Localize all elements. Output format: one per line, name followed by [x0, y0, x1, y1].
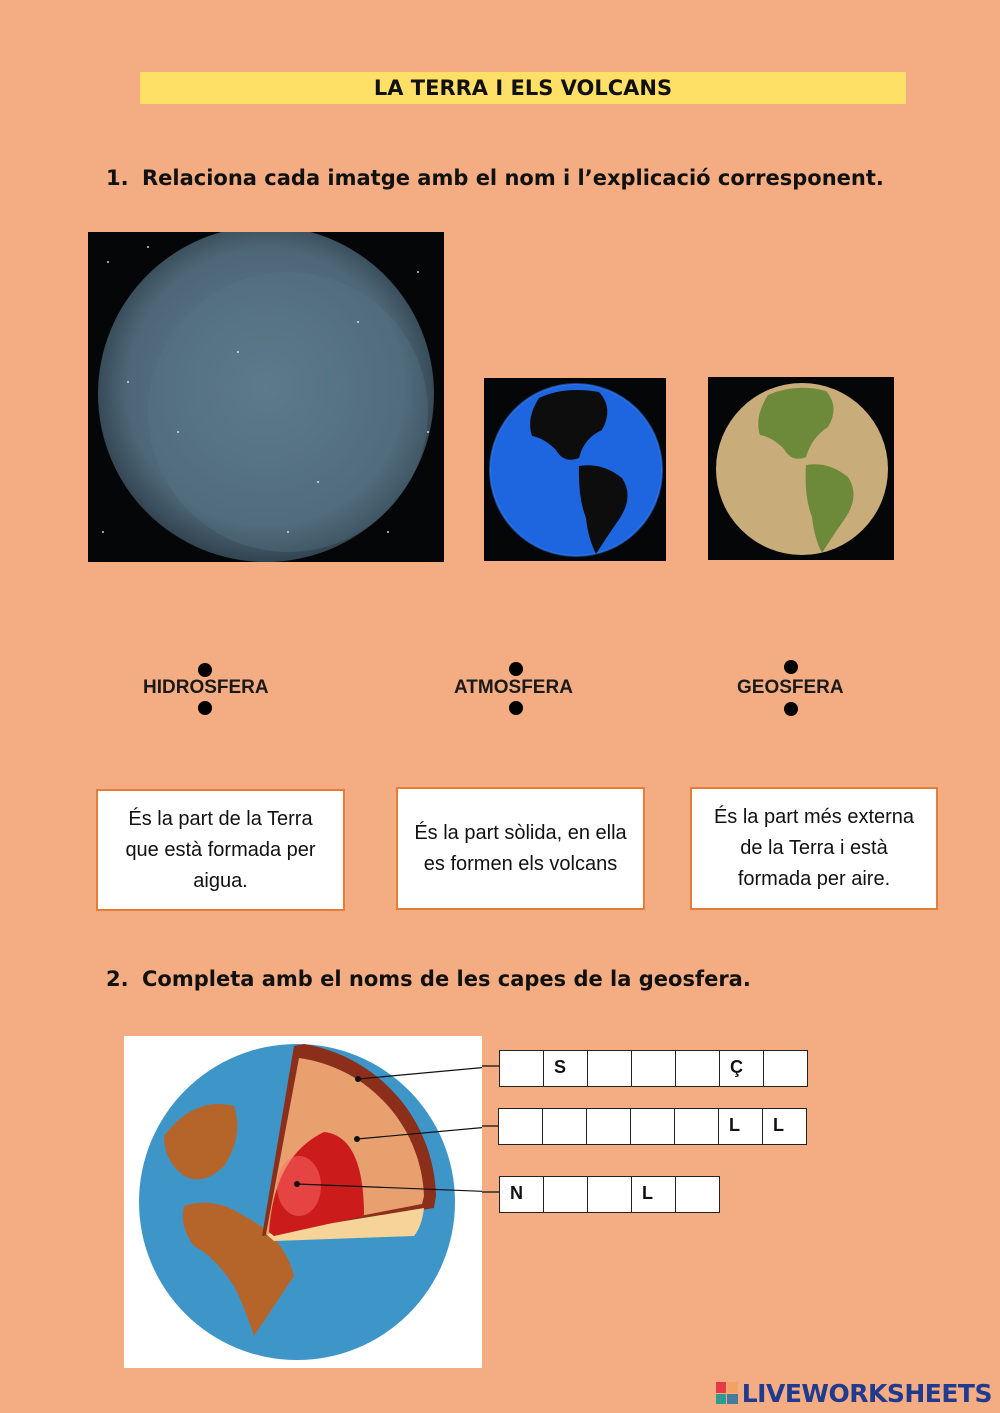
- geosphere-image: [708, 377, 894, 560]
- label-hidrosfera: HIDROSFERA: [143, 677, 269, 698]
- grid-3-cell[interactable]: [675, 1176, 720, 1213]
- logo-icon: [716, 1382, 738, 1404]
- answer-grid-3: [499, 1176, 720, 1213]
- grid-2-cell[interactable]: L: [718, 1108, 763, 1145]
- grid-3-cell[interactable]: [587, 1176, 632, 1213]
- label-geosfera: GEOSFERA: [737, 677, 844, 698]
- description-1-text: És la part de la Terra que està formada per aigua.: [125, 807, 316, 892]
- connector-dot-geosfera-bottom[interactable]: [784, 702, 798, 716]
- answer-grid-2: [498, 1108, 807, 1145]
- connector-dot-atmosfera-bottom[interactable]: [509, 701, 523, 715]
- grid-2-cell[interactable]: [586, 1108, 631, 1145]
- hydrosphere-image: [484, 378, 666, 561]
- grid-2-cell[interactable]: [542, 1108, 587, 1145]
- grid-1-cell[interactable]: [675, 1050, 720, 1087]
- answer-grid-1: [499, 1050, 808, 1087]
- atmosphere-image: [88, 232, 444, 562]
- description-2-text: És la part sòlida, en ella es formen els volcans: [414, 821, 627, 875]
- grid-1-cell[interactable]: S: [543, 1050, 588, 1087]
- question-2-number: 2.: [106, 967, 129, 991]
- earth-layers-diagram: [124, 1036, 482, 1368]
- label-atmosfera: ATMOSFERA: [454, 677, 573, 698]
- grid-1-cell[interactable]: [587, 1050, 632, 1087]
- description-box-2: [396, 787, 645, 910]
- description-box-3: [690, 787, 938, 910]
- connector-dot-geosfera-top[interactable]: [784, 660, 798, 674]
- grid-3-cell[interactable]: L: [631, 1176, 676, 1213]
- grid-1-cell[interactable]: [499, 1050, 544, 1087]
- grid-3-cell[interactable]: N: [499, 1176, 544, 1213]
- question-1-text: Relaciona cada imatge amb el nom i l’explicació corresponent.: [142, 166, 884, 190]
- grid-2-cell[interactable]: L: [762, 1108, 807, 1145]
- question-1-number: 1.: [106, 166, 129, 190]
- liveworksheets-logo[interactable]: [716, 1376, 992, 1410]
- question-1: [106, 166, 884, 190]
- worksheet-title: LA TERRA I ELS VOLCANS: [373, 76, 673, 100]
- grid-1-cell[interactable]: [763, 1050, 808, 1087]
- connector-dot-hidrosfera-bottom[interactable]: [198, 701, 212, 715]
- grid-1-cell[interactable]: Ç: [719, 1050, 764, 1087]
- connector-dot-hidrosfera-top[interactable]: [198, 663, 212, 677]
- grid-1-cell[interactable]: [631, 1050, 676, 1087]
- grid-2-cell[interactable]: [630, 1108, 675, 1145]
- grid-3-cell[interactable]: [543, 1176, 588, 1213]
- description-3-text: És la part més externa de la Terra i està formada per aire.: [713, 806, 915, 890]
- grid-2-cell[interactable]: [498, 1108, 543, 1145]
- question-2-text: Completa amb el noms de les capes de la geosfera.: [142, 967, 751, 991]
- brand-name: LIVEWORKSHEETS: [741, 1378, 992, 1408]
- connector-dot-atmosfera-top[interactable]: [509, 662, 523, 676]
- question-2: [106, 967, 751, 991]
- grid-2-cell[interactable]: [674, 1108, 719, 1145]
- description-box-1: [96, 789, 345, 911]
